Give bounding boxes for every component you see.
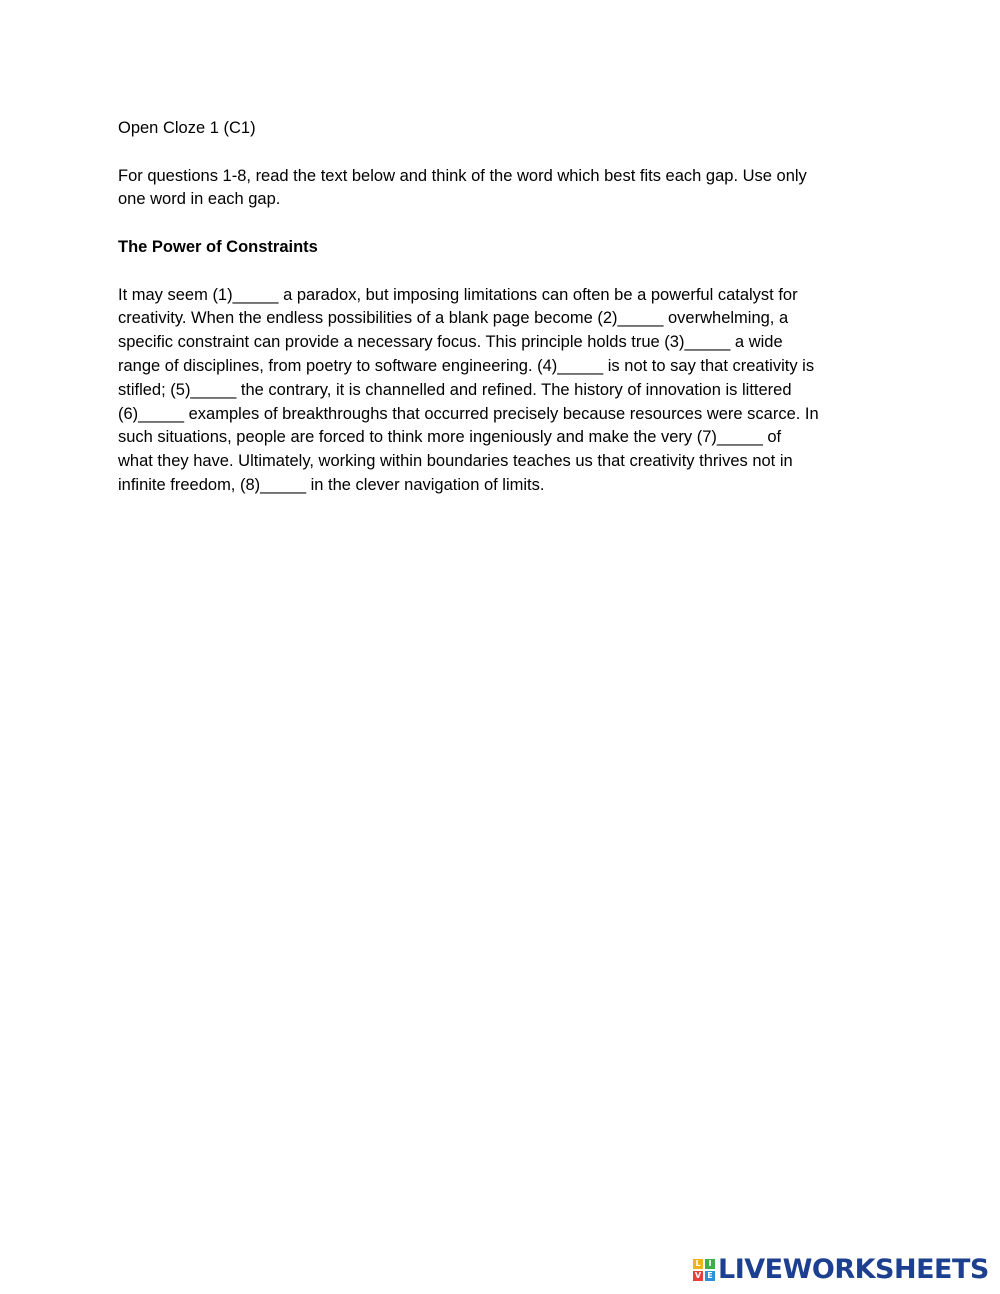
cloze-line: infinite freedom, (8)_____ in the clever navigation of limits.	[118, 475, 545, 494]
cloze-line: stifled; (5)_____ the contrary, it is channelled and refined. The history of innovation is littered	[118, 380, 792, 399]
logo-mark-tile: E	[705, 1271, 715, 1281]
logo-text: LIVEWORKSHEETS	[718, 1254, 989, 1285]
cloze-line: range of disciplines, from poetry to software engineering. (4)_____ is not to say that creativity is	[118, 356, 815, 375]
liveworksheets-logo	[693, 1256, 989, 1284]
instructions-line: For questions 1-8, read the text below and think of the word which best fits each gap. Use only	[118, 166, 807, 185]
cloze-text	[118, 284, 888, 498]
worksheet-page	[118, 117, 888, 498]
logo-mark-tile: L	[693, 1259, 703, 1269]
worksheet-title: Open Cloze 1 (C1)	[118, 119, 256, 137]
cloze-line: creativity. When the endless possibilities of a blank page become (2)_____ overwhelming, a	[118, 309, 789, 328]
instructions-line: one word in each gap.	[118, 190, 281, 209]
logo-mark-tile: I	[705, 1259, 715, 1269]
logo-mark-tile: V	[694, 1271, 702, 1280]
text-heading: The Power of Constraints	[118, 237, 318, 256]
cloze-line: It may seem (1)_____ a paradox, but imposing limitations can often be a powerful catalyst for	[118, 285, 798, 304]
cloze-line: specific constraint can provide a necessary focus. This principle holds true (3)_____ a wide	[118, 333, 783, 352]
logo-mark-icon	[693, 1259, 715, 1281]
cloze-line: what they have. Ultimately, working within boundaries teaches us that creativity thrives not in	[118, 452, 793, 471]
instructions	[118, 165, 888, 213]
cloze-line: (6)_____ examples of breakthroughs that occurred precisely because resources were scarce. In	[118, 404, 819, 423]
cloze-line: such situations, people are forced to think more ingeniously and make the very (7)_____ of	[118, 428, 782, 447]
